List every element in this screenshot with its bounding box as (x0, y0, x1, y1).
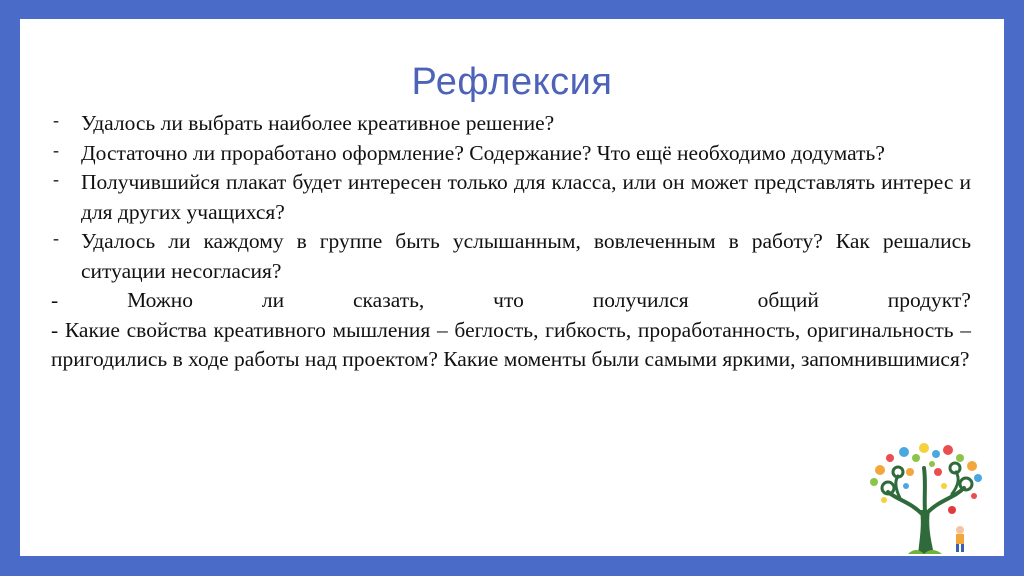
bullet-marker: - (53, 110, 59, 130)
word: получился (592, 288, 689, 312)
slide-title: Рефлексия (411, 61, 613, 103)
word: что (493, 288, 524, 312)
question-list (51, 109, 971, 286)
bullet-text: Удалось ли каждому в группе быть услышанным, вовлеченным в работу? Как решались ситуации несогласия? (81, 229, 971, 283)
word: - (51, 288, 59, 312)
slide-frame (20, 19, 1004, 556)
bullet-marker: - (53, 228, 59, 248)
list-item (51, 227, 971, 286)
creative-thinking-question: - Какие свойства креативного мышления – беглость, гибкость, проработанность, оригинальность – пригодились в ходе работы над проектом? Какие моменты были самыми яркими, запомнившимися? (51, 317, 971, 371)
word: Можно (127, 288, 193, 312)
bullet-marker: - (53, 169, 59, 189)
bullet-text: Удалось ли выбрать наиболее креативное решение? (81, 111, 555, 135)
word: сказать, (353, 288, 425, 312)
common-product-question (51, 286, 971, 316)
tree-of-knowledge-icon (860, 442, 990, 554)
bullet-text: Получившийся плакат будет интересен только для класса, или он может представлять интерес и для других учащихся? (81, 170, 971, 224)
list-item (51, 109, 971, 139)
bullet-text: Достаточно ли проработано оформление? Содержание? Что ещё необходимо додумать? (81, 140, 885, 165)
list-item (51, 139, 971, 169)
list-item (51, 168, 971, 227)
word: общий (757, 288, 819, 312)
bullet-marker: - (53, 139, 59, 160)
word: ли (261, 288, 285, 312)
slide-content (51, 109, 971, 375)
word: продукт? (887, 288, 971, 312)
